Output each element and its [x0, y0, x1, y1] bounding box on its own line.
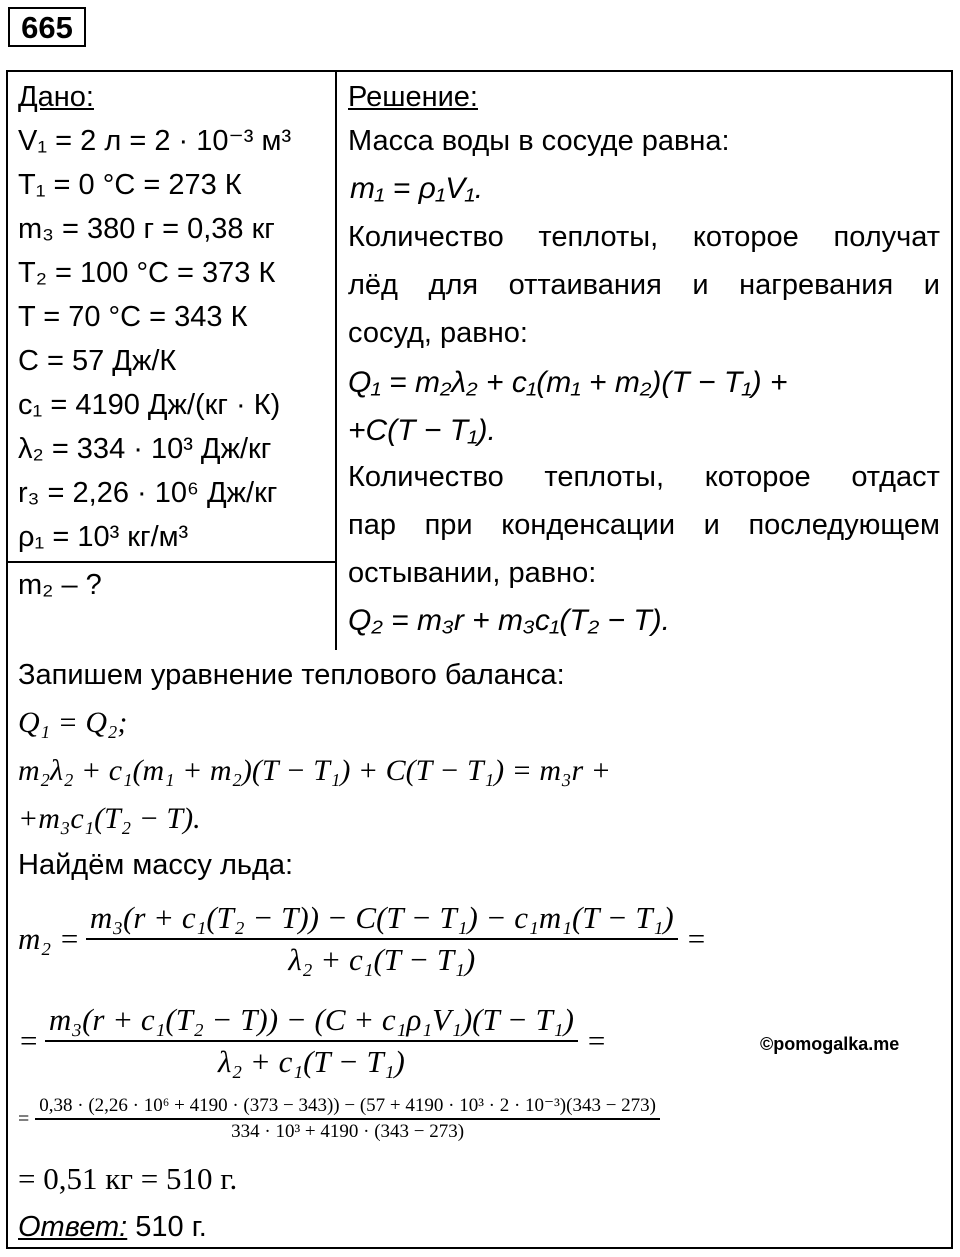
body-text: Запишем уравнение теплового баланса:: [18, 659, 565, 691]
body-text: Найдём массу льда:: [18, 849, 294, 881]
fraction-row-2: [18, 1000, 607, 1082]
word: которое: [692, 221, 799, 253]
given-line: T₂ = 100 °C = 373 К: [18, 257, 276, 289]
answer-label: Ответ:: [18, 1211, 128, 1243]
word: отдаст: [851, 461, 940, 493]
given-line: λ₂ = 334 · 10³ Дж/кг: [18, 433, 272, 465]
solution-text: [348, 460, 940, 494]
equation-balance: Q₁ = Q₂;: [18, 706, 128, 739]
given-line: r₃ = 2,26 · 10⁶ Дж/кг: [18, 477, 278, 509]
word: Количество: [348, 221, 504, 253]
equation-q2: Q₂ = m₃r + m₃c₁(T₂ − T).: [348, 604, 670, 637]
word: нагревания: [739, 269, 894, 301]
fraction-prefix: =: [18, 1107, 30, 1130]
word: оттаивания: [508, 269, 662, 301]
given-line: V₁ = 2 л = 2 · 10⁻³ м³: [18, 125, 292, 157]
solution-heading: Решение:: [348, 81, 478, 113]
word: и: [703, 509, 720, 541]
word: и: [923, 269, 940, 301]
word: которое: [704, 461, 811, 493]
solution-text: остывании, равно:: [348, 557, 597, 589]
fraction-prefix: =: [18, 1023, 39, 1058]
equation-expanded: m₂λ₂ + c₁(m₁ + m₂)(T − T₁) + C(T − T₁) = m₃r +: [18, 754, 611, 787]
answer-line: [18, 1210, 207, 1244]
numerator: m₃(r + c₁(T₂ − T)) − (C + c₁ρ₁V₁)(T − T₁): [48, 1002, 574, 1037]
solution-text: сосуд, равно:: [348, 317, 528, 349]
solution-text: Масса воды в сосуде равна:: [348, 125, 730, 157]
given-heading: Дано:: [18, 81, 94, 113]
numerator: m₃(r + c₁(T₂ − T)) − C(T − T₁) − c₁m₁(T − T₁): [89, 900, 674, 935]
fraction: [35, 1094, 660, 1144]
equation-q1-cont: +C(T − T₁).: [348, 414, 496, 447]
fraction-suffix: =: [685, 921, 707, 956]
equation-q1: Q₁ = m₂λ₂ + c₁(m₁ + m₂)(T − T₁) +: [348, 366, 788, 399]
word: пар: [348, 509, 396, 541]
equation-water-mass: m₁ = ρ₁V₁.: [350, 172, 484, 205]
word: теплоты,: [538, 221, 659, 253]
result-line: = 0,51 кг = 510 г.: [18, 1161, 238, 1196]
word: последующем: [748, 509, 940, 541]
denominator: λ₂ + c₁(T − T₁): [288, 942, 476, 977]
column-divider: [335, 70, 337, 650]
word: и: [692, 269, 709, 301]
solution-text: [348, 508, 940, 542]
fraction-prefix: m₂ =: [18, 921, 80, 956]
fraction-suffix: =: [585, 1023, 607, 1058]
numerator: 0,38 · (2,26 · 10⁶ + 4190 · (373 − 343)) − (57 + 4190 · 10³ · 2 · 10⁻³)(343 − 273): [39, 1095, 656, 1116]
equation-expanded-cont: +m₃c₁(T₂ − T).: [18, 802, 201, 835]
denominator: λ₂ + c₁(T − T₁): [217, 1044, 405, 1079]
answer-value: 510 г.: [127, 1211, 207, 1243]
fraction: [86, 898, 678, 980]
given-find-divider: [6, 561, 337, 563]
word: для: [428, 269, 479, 301]
given-line: T₁ = 0 °C = 273 К: [18, 169, 242, 201]
watermark: ©pomogalka.me: [760, 1034, 900, 1054]
word: Количество: [348, 461, 504, 493]
given-line: T = 70 °C = 343 К: [18, 301, 248, 333]
given-line: ρ₁ = 10³ кг/м³: [18, 521, 189, 553]
word: при: [424, 509, 473, 541]
solution-text: [348, 268, 940, 302]
word: лёд: [348, 269, 398, 301]
problem-number: 665: [8, 7, 86, 47]
solution-text: [348, 220, 940, 254]
given-line: c₁ = 4190 Дж/(кг · К): [18, 389, 281, 421]
denominator: 334 · 10³ + 4190 · (343 − 273): [231, 1121, 465, 1142]
fraction-row-3: [18, 1094, 660, 1144]
word: конденсации: [501, 509, 676, 541]
fraction-row-1: [18, 898, 707, 980]
fraction: [45, 1000, 578, 1082]
find-line: m₂ – ?: [18, 569, 102, 601]
word: теплоты,: [544, 461, 665, 493]
given-line: m₃ = 380 г = 0,38 кг: [18, 213, 275, 245]
given-line: C = 57 Дж/К: [18, 345, 177, 377]
word: получат: [833, 221, 940, 253]
